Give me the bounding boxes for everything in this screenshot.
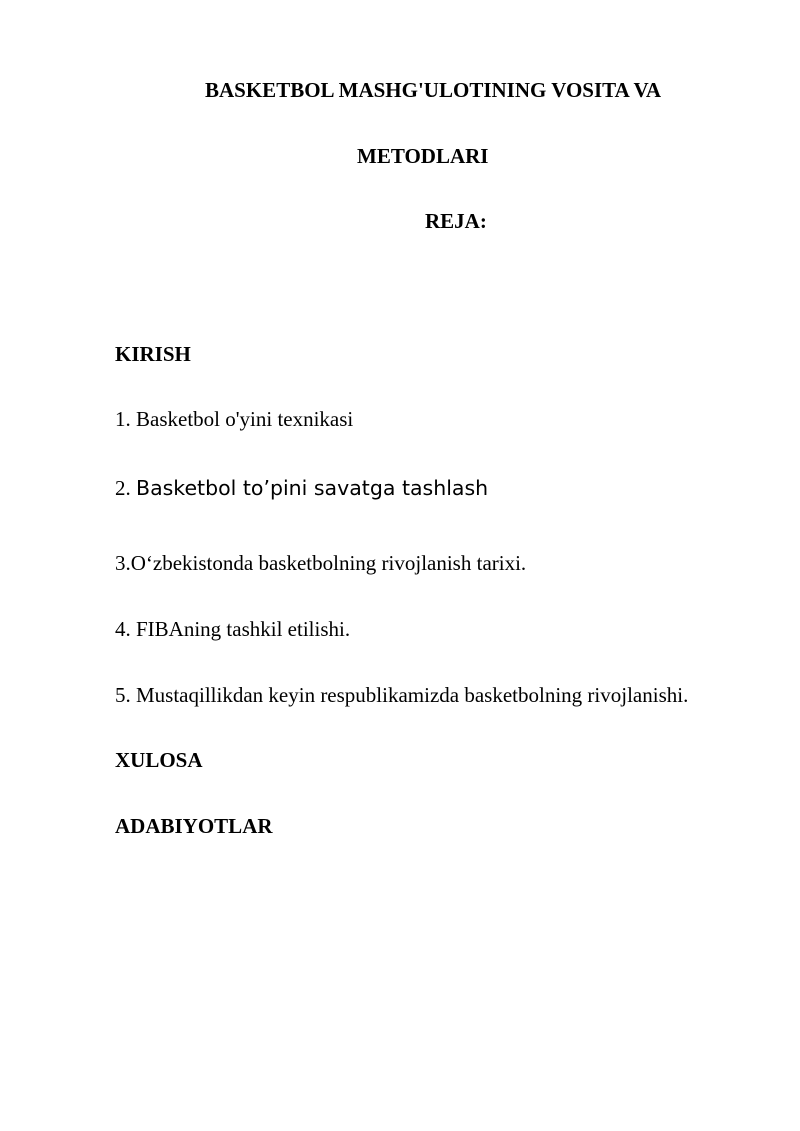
document-title-line1: BASKETBOL MASHG'ULOTINING VOSITA VA [205, 78, 662, 102]
plan-item-text: O‘zbekistonda basketbolning rivojlanish tarixi. [130, 551, 527, 575]
plan-item-4 [115, 617, 350, 641]
plan-item-text: Basketbol o'yini texnikasi [136, 407, 354, 431]
plan-item-number: 4. [115, 617, 136, 641]
document-title-line2: METODLARI [357, 144, 489, 168]
plan-item-number: 2. [115, 476, 136, 500]
intro-heading: KIRISH [115, 342, 191, 366]
plan-heading: REJA: [425, 209, 487, 233]
plan-item-text: Basketbol to’pini savatga tashlash [136, 476, 489, 500]
plan-item-3 [115, 551, 526, 575]
plan-item-text: Mustaqillikdan keyin respublikamizda basketbolning rivojlanishi. [136, 683, 689, 707]
plan-item-1 [115, 407, 353, 431]
plan-item-number: 5. [115, 683, 136, 707]
plan-item-2 [115, 476, 488, 500]
plan-item-5 [115, 683, 688, 707]
plan-item-number: 1. [115, 407, 136, 431]
conclusion-heading: XULOSA [115, 748, 203, 772]
plan-item-number: 3. [115, 551, 131, 575]
references-heading: ADABIYOTLAR [115, 814, 273, 838]
plan-item-text: FIBAning tashkil etilishi. [136, 617, 351, 641]
